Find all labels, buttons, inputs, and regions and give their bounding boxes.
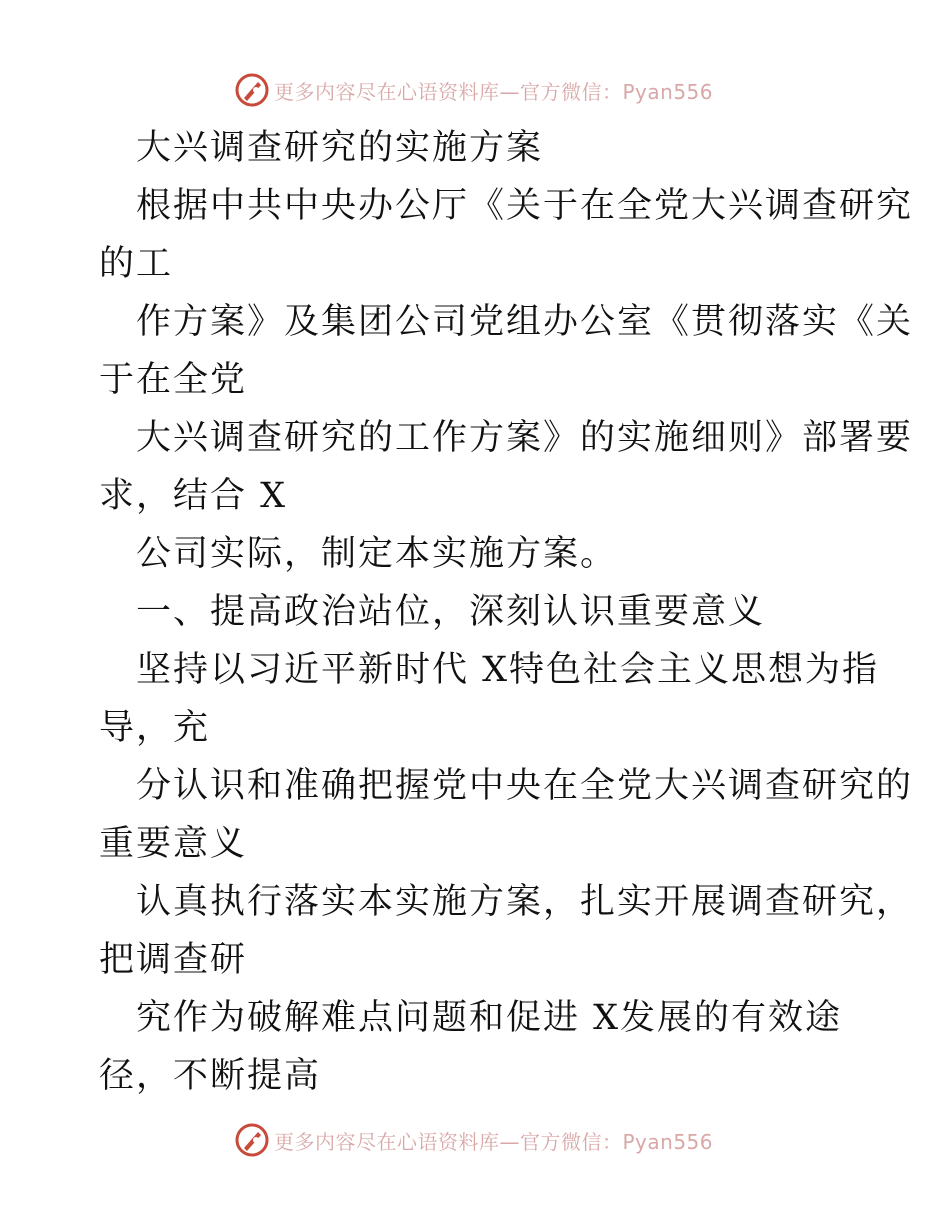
pen-logo-icon [234, 72, 270, 108]
doc-title: 大兴调查研究的实施方案 [136, 128, 544, 168]
footer-watermark-text: 更多内容尽在心语资料库—官方微信：Pyan556 [274, 1129, 714, 1154]
header-watermark-text: 更多内容尽在心语资料库—官方微信：Pyan556 [274, 79, 714, 104]
paragraph-line: 把调查研 [99, 940, 248, 980]
paragraph-line: 的工 [99, 244, 174, 284]
paragraph-line: 认真执行落实本实施方案，扎实开展调查研究， [136, 882, 914, 922]
paragraph-line: 分认识和准确把握党中央在全党大兴调查研究的 [136, 766, 914, 806]
paragraph-line: 作方案》及集团公司党组办公室《贯彻落实《关 [136, 302, 914, 342]
paragraph-line: 重要意义 [99, 824, 248, 864]
paragraph-line: 公司实际，制定本实施方案。 [136, 534, 618, 574]
footer-watermark [0, 1120, 950, 1160]
pen-logo-icon [234, 1122, 270, 1158]
paragraph-line: 究作为破解难点问题和促进 X发展的有效途 [136, 998, 843, 1038]
paragraph-line: 求，结合 X [99, 476, 288, 516]
header-watermark [0, 70, 950, 110]
paragraph-line: 于在全党 [99, 360, 248, 400]
paragraph-line: 径，不断提高 [99, 1056, 322, 1096]
paragraph-line: 导，充 [99, 708, 211, 748]
paragraph-line: 大兴调查研究的工作方案》的实施细则》部署要 [136, 418, 914, 458]
paragraph-line: 坚持以习近平新时代 X特色社会主义思想为指 [136, 650, 880, 690]
section-heading: 一、提高政治站位，深刻认识重要意义 [136, 592, 766, 632]
paragraph-line: 根据中共中央办公厅《关于在全党大兴调查研究 [136, 186, 914, 226]
